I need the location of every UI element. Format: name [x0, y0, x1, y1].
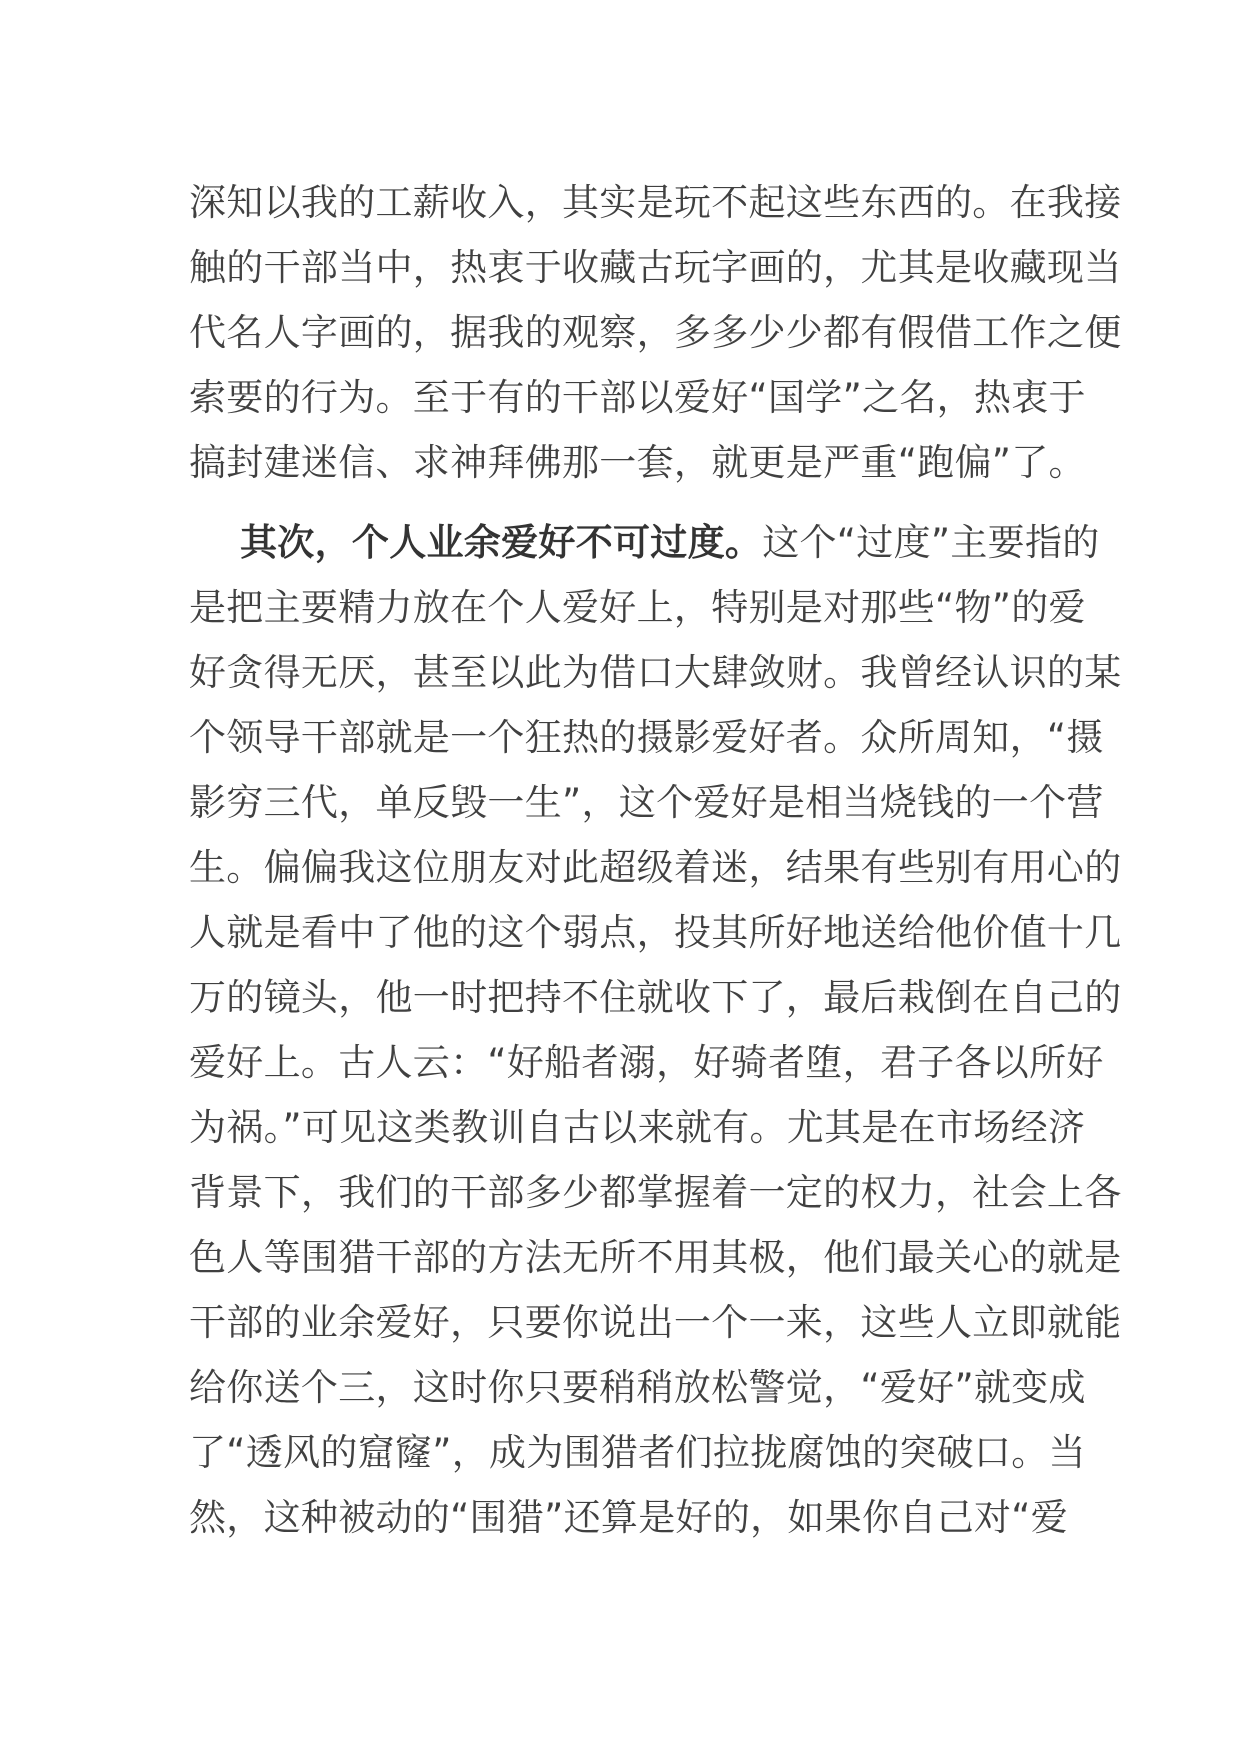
paragraph-2-line: 了“透风的窟窿”，成为围猎者们拉拢腐蚀的突破口。当 [189, 1431, 1086, 1474]
paragraph-1 [189, 170, 1122, 495]
paragraph-2-line: 色人等围猎干部的方法无所不用其极，他们最关心的就是 [189, 1236, 1122, 1279]
paragraph-2-line: 背景下，我们的干部多少都掌握着一定的权力，社会上各 [189, 1171, 1122, 1214]
paragraph-2-line: 好贪得无厌，甚至以此为借口大肆敛财。我曾经认识的某 [189, 651, 1122, 694]
paragraph-1-line: 代名人字画的，据我的观察，多多少少都有假借工作之便 [189, 311, 1122, 354]
paragraph-2-first-line [189, 510, 1100, 575]
paragraph-1-line: 触的干部当中，热衷于收藏古玩字画的，尤其是收藏现当 [189, 246, 1122, 289]
paragraph-2-heading: 其次，个人业余爱好不可过度。 [240, 521, 763, 564]
paragraph-2-line: 是把主要精力放在个人爱好上，特别是对那些“物”的爱 [189, 586, 1086, 629]
paragraph-2-line: 影穷三代，单反毁一生”，这个爱好是相当烧钱的一个营 [189, 781, 1104, 824]
paragraph-2-line: 为祸。”可见这类教训自古以来就有。尤其是在市场经济 [189, 1106, 1086, 1149]
paragraph-2-line: 个领导干部就是一个狂热的摄影爱好者。众所周知，“摄 [189, 716, 1104, 759]
paragraph-1-line: 索要的行为。至于有的干部以爱好“国学”之名，热衷于 [189, 376, 1086, 419]
paragraph-2-first-line-rest: 这个“过度”主要指的 [762, 521, 1100, 564]
paragraph-2-line: 给你送个三，这时你只要稍稍放松警觉，“爱好”就变成 [189, 1366, 1086, 1409]
paragraph-2-line: 爱好上。古人云：“好船者溺，好骑者堕，君子各以所好 [189, 1041, 1104, 1084]
paragraph-1-line: 搞封建迷信、求神拜佛那一套，就更是严重“跑偏”了。 [189, 441, 1086, 484]
paragraph-2-line: 干部的业余爱好，只要你说出一个一来，这些人立即就能 [189, 1301, 1122, 1344]
paragraph-2-line: 人就是看中了他的这个弱点，投其所好地送给他价值十几 [189, 911, 1122, 954]
paragraph-2-line: 然，这种被动的“围猎”还算是好的，如果你自己对“爱 [189, 1496, 1069, 1539]
paragraph-2 [189, 510, 1122, 1550]
paragraph-1-line: 深知以我的工薪收入，其实是玩不起这些东西的。在我接 [189, 181, 1122, 224]
paragraph-2-line: 万的镜头，他一时把持不住就收下了，最后栽倒在自己的 [189, 976, 1122, 1019]
paragraph-2-line: 生。偏偏我这位朋友对此超级着迷，结果有些别有用心的 [189, 846, 1122, 889]
